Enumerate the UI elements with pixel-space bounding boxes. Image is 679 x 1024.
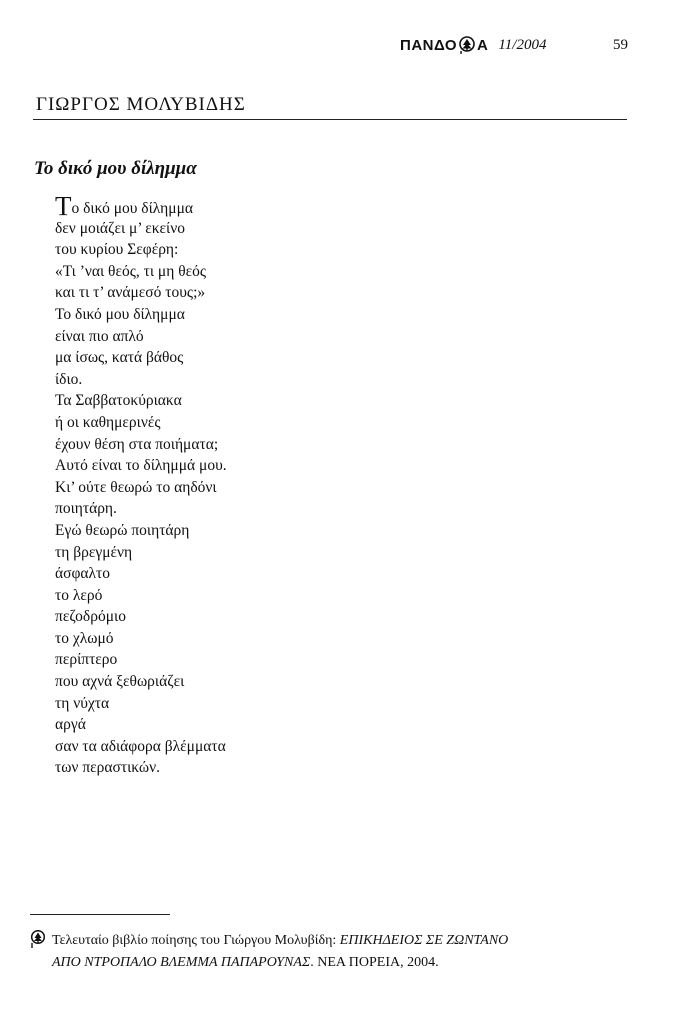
issue-date: 11/2004: [498, 36, 547, 53]
page-number: 59: [613, 36, 628, 53]
poem-line: είναι πιο απλό: [55, 327, 144, 345]
tree-in-circle-icon: [30, 930, 46, 948]
poem-line: τη βρεγμένη: [55, 543, 133, 561]
poem-first-line: [55, 191, 475, 221]
running-header: [400, 34, 640, 56]
poem-line: περίπτερο: [55, 651, 118, 669]
drop-cap: Τ: [55, 191, 72, 221]
poem-line: έχουν θέση στα ποιήματα;: [55, 435, 219, 453]
poem-line: που αχνά ξεθωριάζει: [55, 673, 185, 691]
footnote: [30, 930, 630, 974]
poem-line: το χλωμό: [55, 629, 114, 647]
poem-line: δεν μοιάζει μ’ εκείνο: [55, 219, 185, 237]
magazine-name-part1: ΠΑΝΔΟ: [400, 36, 458, 54]
poem-line: άσφαλτο: [55, 565, 111, 583]
poem-line: αργά: [55, 716, 86, 734]
poem-line: ποιητάρη.: [55, 500, 117, 518]
author-name: ΓΙΩΡΓΟΣ ΜΟΛΥΒΙΔΗΣ: [36, 94, 246, 115]
footnote-book-title-1: ΕΠΙΚΗΔΕΙΟΣ ΣΕ ΖΩΝΤΑΝΟ: [339, 933, 509, 948]
footnote-publisher: . ΝΕΑ ΠΟΡΕΙΑ, 2004.: [310, 955, 439, 970]
poem-line: το λερό: [55, 586, 103, 604]
poem-line: Αυτό είναι το δίλημμά μου.: [55, 457, 227, 475]
first-line-text: ο δικό μου δίλημμα: [71, 200, 194, 217]
poem-line: σαν τα αδιάφορα βλέμματα: [55, 737, 226, 755]
poem-line: ίδιο.: [55, 370, 83, 388]
author-divider: [33, 119, 627, 120]
poem-line: Κι’ ούτε θεωρώ το αηδόνι: [55, 478, 217, 496]
poem-line: Τα Σαββατοκύριακα: [55, 392, 182, 410]
poem-line: «Τι ’ναι θεός, τι μη θεός: [55, 262, 207, 280]
poem-line: Εγώ θεωρώ ποιητάρη: [55, 521, 190, 539]
tree-in-circle-icon: [458, 36, 476, 54]
magazine-name-part2: Α: [477, 36, 489, 54]
poem-line: των περαστικών.: [55, 759, 161, 777]
magazine-name: [400, 36, 488, 54]
footnote-intro: Τελευταίο βιβλίο ποίησης του Γιώργου Μολυβίδη:: [52, 933, 340, 948]
footnote-book-title-2: ΑΠΟ ΝΤΡΟΠΑΛΟ ΒΛΕΜΜΑ ΠΑΠΑΡΟΥΝΑΣ: [52, 955, 311, 970]
poem-line: μα ίσως, κατά βάθος: [55, 349, 184, 367]
poem-line: του κυρίου Σεφέρη:: [55, 241, 179, 259]
poem-line: τη νύχτα: [55, 694, 110, 712]
poem-line: Το δικό μου δίλημμα: [55, 305, 185, 323]
poem-line: πεζοδρόμιο: [55, 608, 126, 626]
poem-body: [55, 191, 475, 779]
poem-title: Το δικό μου δίλημμα: [34, 158, 197, 179]
poem-line: ή οι καθημερινές: [55, 413, 161, 431]
footnote-line-1: [30, 930, 630, 952]
footnote-divider: [30, 914, 170, 915]
footnote-line-2: [30, 952, 630, 974]
poem-line: και τι τ’ ανάμεσό τους;»: [55, 284, 206, 302]
